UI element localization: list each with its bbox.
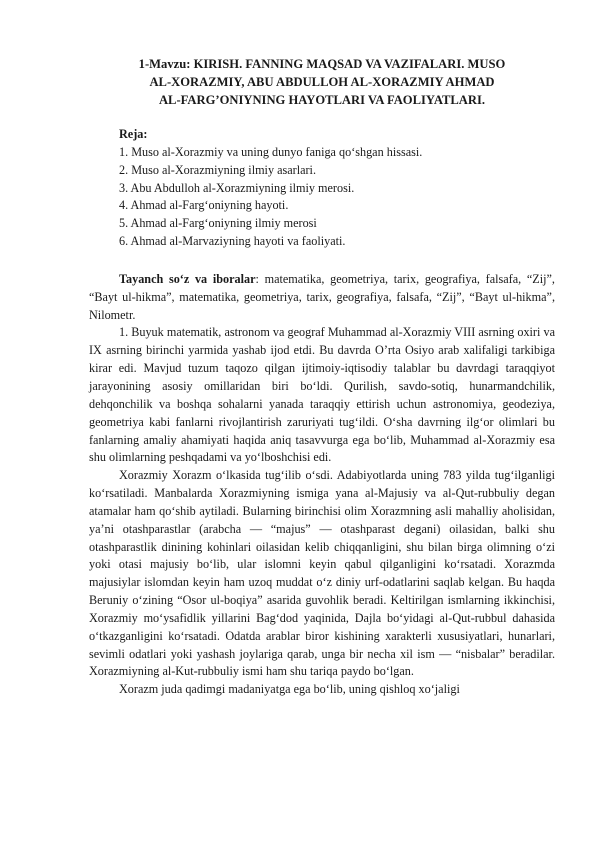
body-paragraph: Xorazm juda qadimgi madaniyatga ega bo‘lib, uning qishloq xo‘jaligi xyxy=(119,682,460,697)
keywords-label: Tayanch so‘z va iboralar xyxy=(119,271,256,286)
body-paragraph: Xorazmiy Xorazm o‘lkasida tug‘ilib o‘sdi. Adabiyotlarda uning 783 yilda tug‘ilganligi ko‘rsatiladi. Manbalarda Xorazmiyning ismiga yana al-Majusiy va al-Qut-rubbuliy degan atamalar ham qo‘shib aytiladi. Bularning birinchisi olim Xorazmning asli mahalliy aholisidan, ya’ni otashparastlar (arabcha — “majus” — otashparast degani) oilasidan, balki shu otashparastlik dinining kohinlari oilasidan kelib chiqqanligini, shu bilan birga olimning o‘zi yoki otasi majusiy bo‘lib, ular islomni keyin qabul qilganligini ko‘rsatadi. Xorazmda majusiylar islomdan keyin ham uzoq muddat o‘z diniy urf-odatlarini saqlab kelgan. Bu haqda Beruniy o‘zining “Osor ul-boqiya” asarida guvohlik beradi. Keltirilgan ismlarning ikkinchisi, Xorazmiy mo‘ysafidlik yillarini Bag‘dod yaqinida, Dajla bo‘yidagi al-Qut-rubbul dahasida o‘tkazganligini ko‘rsatadi. Odatda arablar biror kishining xarakterli xususiyatlari, hunarlari, sevimli odatlari yoki yashash joylariga qarab, unga bir necha xil ism — “nisbalar” beradilar. Xorazmiyning al-Kut-rubbuliy ismi ham shu tariqa paydo bo‘lgan. xyxy=(89,468,555,679)
title-line-2: AL-XORAZMIY, ABU ABDULLOH AL-XORAZMIY AHMAD xyxy=(149,75,495,89)
keywords-paragraph xyxy=(89,271,555,325)
title-line-1: 1-Mavzu: KIRISH. FANNING MAQSAD VA VAZIFALARI. MUSO xyxy=(138,57,506,71)
plan-item: 3. Abu Abdulloh al-Xorazmiyning ilmiy merosi. xyxy=(119,180,355,195)
plan-item: 1. Muso al-Xorazmiy va uning dunyo faniga qo‘shgan hissasi. xyxy=(119,144,423,159)
keywords-text: : matematika, geometriya, tarix, geografiya, falsafa, “Zij”, “Bayt ul-hikma”, matematika, geometriya, tarix, geografiya, falsafa, “Zij”, “Bayt ul-hikma”, Nilometr. xyxy=(89,271,555,322)
plan-heading: Reja: xyxy=(119,127,148,141)
title-line-3: AL-FARG’ONIYNING HAYOTLARI VA FAOLIYATLARI. xyxy=(158,93,486,107)
plan-item: 2. Muso al-Xorazmiyning ilmiy asarlari. xyxy=(119,162,316,177)
plan-section xyxy=(89,126,555,251)
plan-item: 4. Ahmad al-Farg‘oniyning hayoti. xyxy=(119,198,289,213)
plan-item: 6. Ahmad al-Marvaziyning hayoti va faoliyati. xyxy=(119,234,346,249)
document-page xyxy=(89,55,555,699)
body-paragraph: 1. Buyuk matematik, astronom va geograf Muhammad al-Xorazmiy VIII asrning oxiri va IX asrning birinchi yarmida yashab ijod etdi. Bu davrda O’rta Osiyo arab xalifaligi tarkibiga kirar edi. Mavjud tuzum taqozo qilgan ijtimoiy-iqtisodiy talablar bu davrdagi taraqqiyot jarayonining asosiy omillaridan biri bo‘ldi. Qurilish, savdo-sotiq, hunarmandchilik, dehqonchilik va boshqa sohalarni yanada taraqqiy ettirish uchun astronomiya, geodeziya, geometriya kabi fanlarni rivojlantirish zaruriyati tug‘ildi. O‘sha davrning ilg‘or olimlari bu fanlarning amaliy ahamiyati haqida aniq tasavvurga ega bo‘lib, Muhammad al-Xorazmiy esa shu olimlarning peshqadami va yo‘lboshchisi edi. xyxy=(89,325,555,465)
plan-item: 5. Ahmad al-Farg‘oniyning ilmiy merosi xyxy=(119,216,317,231)
document-title xyxy=(89,55,555,109)
